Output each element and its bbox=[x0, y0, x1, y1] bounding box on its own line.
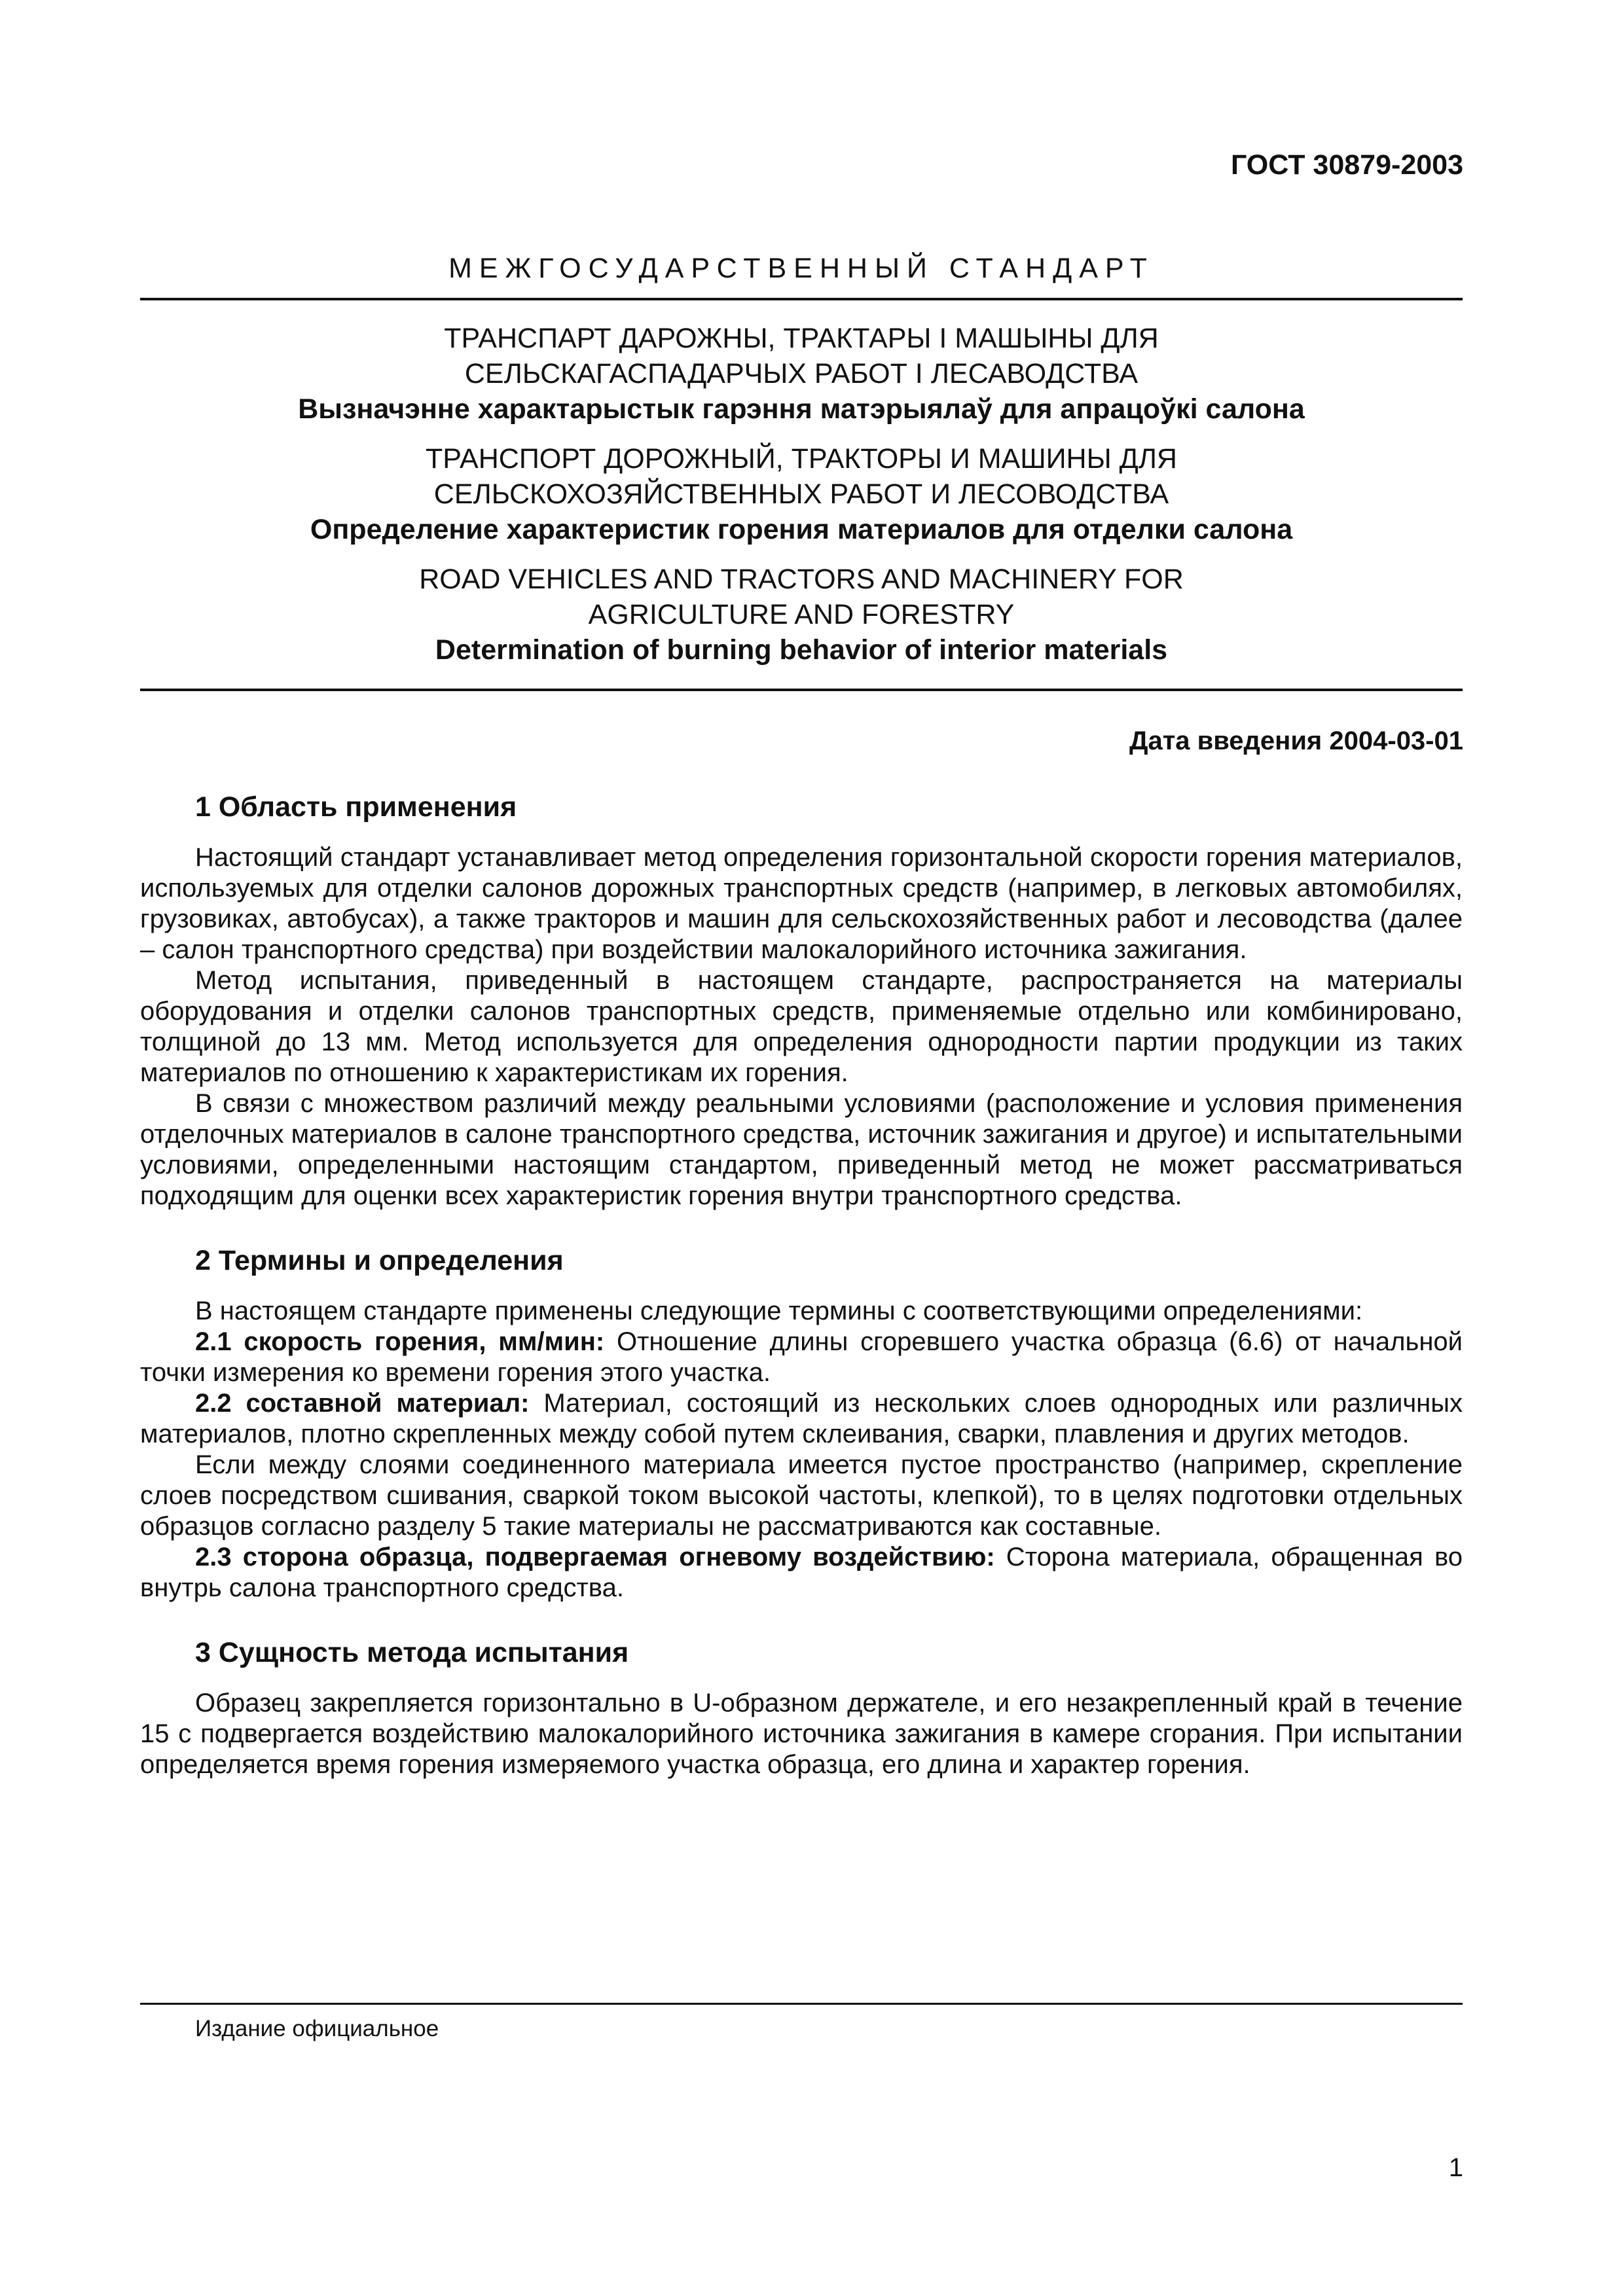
term-definition bbox=[140, 1388, 1463, 1450]
standard-type-heading: МЕЖГОСУДАРСТВЕННЫЙ СТАНДАРТ bbox=[448, 253, 1154, 284]
paragraph: Настоящий стандарт устанавливает метод определения горизонтальной скорости горения материалов, используемых для отделки салонов дорожных транспортных средств (например, в легковых автомобилях, грузовиках, автобусах), а также тракторов и машин для сельскохозяйственных работ и лесоводства (далее – салон транспортного средства) при воздействии малокалорийного источника зажигания. bbox=[140, 843, 1463, 964]
title-line: ROAD VEHICLES AND TRACTORS AND MACHINERY FOR bbox=[419, 564, 1184, 595]
header-rule bbox=[140, 298, 1463, 300]
term-label: 2.1 скорость горения, мм/мин: bbox=[195, 1327, 605, 1356]
paragraph: Если между слоями соединенного материала имеется пустое пространство (например, скрепление слоев посредством сшивания, сваркой током высокой частоты, клепкой), то в целях подготовки отдельных образцов согласно разделу 5 такие материалы не рассматриваются как составные. bbox=[140, 1450, 1463, 1541]
section-heading: 1 Область применения bbox=[195, 791, 517, 823]
title-line: ТРАНСПАРТ ДАРОЖНЫ, ТРАКТАРЫ І МАШЫНЫ ДЛЯ bbox=[444, 323, 1159, 354]
paragraph: В настоящем стандарте применены следующие термины с соответствующими определениями: bbox=[195, 1297, 1363, 1325]
term-text: Материал, состоящий из нескольких слоев однородных или различных материалов, плотно скрепленных между собой путем склеивания, сварки, плавления и других методов. bbox=[140, 1389, 1463, 1448]
title-line: СЕЛЬСКАГАСПАДАРЧЫХ РАБОТ І ЛЕСАВОДСТВА bbox=[464, 358, 1139, 389]
title-belarusian bbox=[140, 321, 1463, 427]
title-english bbox=[140, 562, 1463, 668]
document-body bbox=[140, 792, 1463, 1814]
term-definition bbox=[140, 1542, 1463, 1604]
title-russian bbox=[140, 441, 1463, 547]
title-subtitle: Определение характеристик горения материалов для отделки салона bbox=[310, 514, 1293, 545]
title-line: AGRICULTURE AND FORESTRY bbox=[588, 599, 1015, 630]
section-scope bbox=[140, 792, 1463, 1211]
paragraph: Метод испытания, приведенный в настоящем стандарте, распространяется на материалы оборудования и отделки салонов транспортных средств, применяемые отдельно или комбинировано, толщиной до 13 мм. Метод используется для определения однородности партии продукции из таких материалов по отношению к характеристикам их горения. bbox=[140, 966, 1463, 1087]
section-terms bbox=[140, 1246, 1463, 1604]
footer-rule bbox=[140, 2003, 1463, 2005]
title-block bbox=[140, 321, 1463, 682]
paragraph: Образец закрепляется горизонтально в U-образном держателе, и его незакрепленный край в течение 15 с подвергается воздействию малокалорийного источника зажигания в камере сгорания. При испытании определяется время горения измеряемого участка образца, его длина и характер горения. bbox=[140, 1689, 1463, 1779]
term-label: 2.2 составной материал: bbox=[195, 1389, 530, 1418]
term-label: 2.3 сторона образца, подвергаемая огневому воздействию: bbox=[195, 1543, 995, 1571]
title-subtitle: Determination of burning behavior of interior materials bbox=[435, 634, 1168, 666]
official-edition-note: Издание официальное bbox=[195, 2016, 439, 2041]
page-number: 1 bbox=[1448, 2153, 1463, 2182]
section-method-essence bbox=[140, 1638, 1463, 1780]
paragraph: В связи с множеством различий между реальными условиями (расположение и условия применения отделочных материалов в салоне транспортного средства, источник зажигания и другое) и испытательными условиями, определенными настоящим стандартом, приведенный метод не может рассматриваться подходящим для оценки всех характеристик горения внутри транспортного средства. bbox=[140, 1089, 1463, 1210]
title-line: СЕЛЬСКОХОЗЯЙСТВЕННЫХ РАБОТ И ЛЕСОВОДСТВА bbox=[433, 478, 1169, 510]
title-line: ТРАНСПОРТ ДОРОЖНЫЙ, ТРАКТОРЫ И МАШИНЫ ДЛЯ bbox=[425, 443, 1177, 475]
section-heading: 2 Термины и определения bbox=[195, 1245, 564, 1276]
document-number: ГОСТ 30879-2003 bbox=[1230, 149, 1463, 181]
term-text: Сторона материала, обращенная во внутрь салона транспортного средства. bbox=[140, 1543, 1463, 1602]
introduction-date: Дата введения 2004-03-01 bbox=[1129, 726, 1463, 755]
title-subtitle: Вызначэнне характарыстык гарэння матэрыялаў для апрацоўкі салона bbox=[298, 393, 1305, 425]
section-heading: 3 Сущность метода испытания bbox=[195, 1637, 629, 1668]
term-definition bbox=[140, 1327, 1463, 1388]
term-text: Отношение длины сгоревшего участка образца (6.6) от начальной точки измерения ко времени горения этого участка. bbox=[140, 1327, 1463, 1387]
title-rule bbox=[140, 689, 1463, 691]
